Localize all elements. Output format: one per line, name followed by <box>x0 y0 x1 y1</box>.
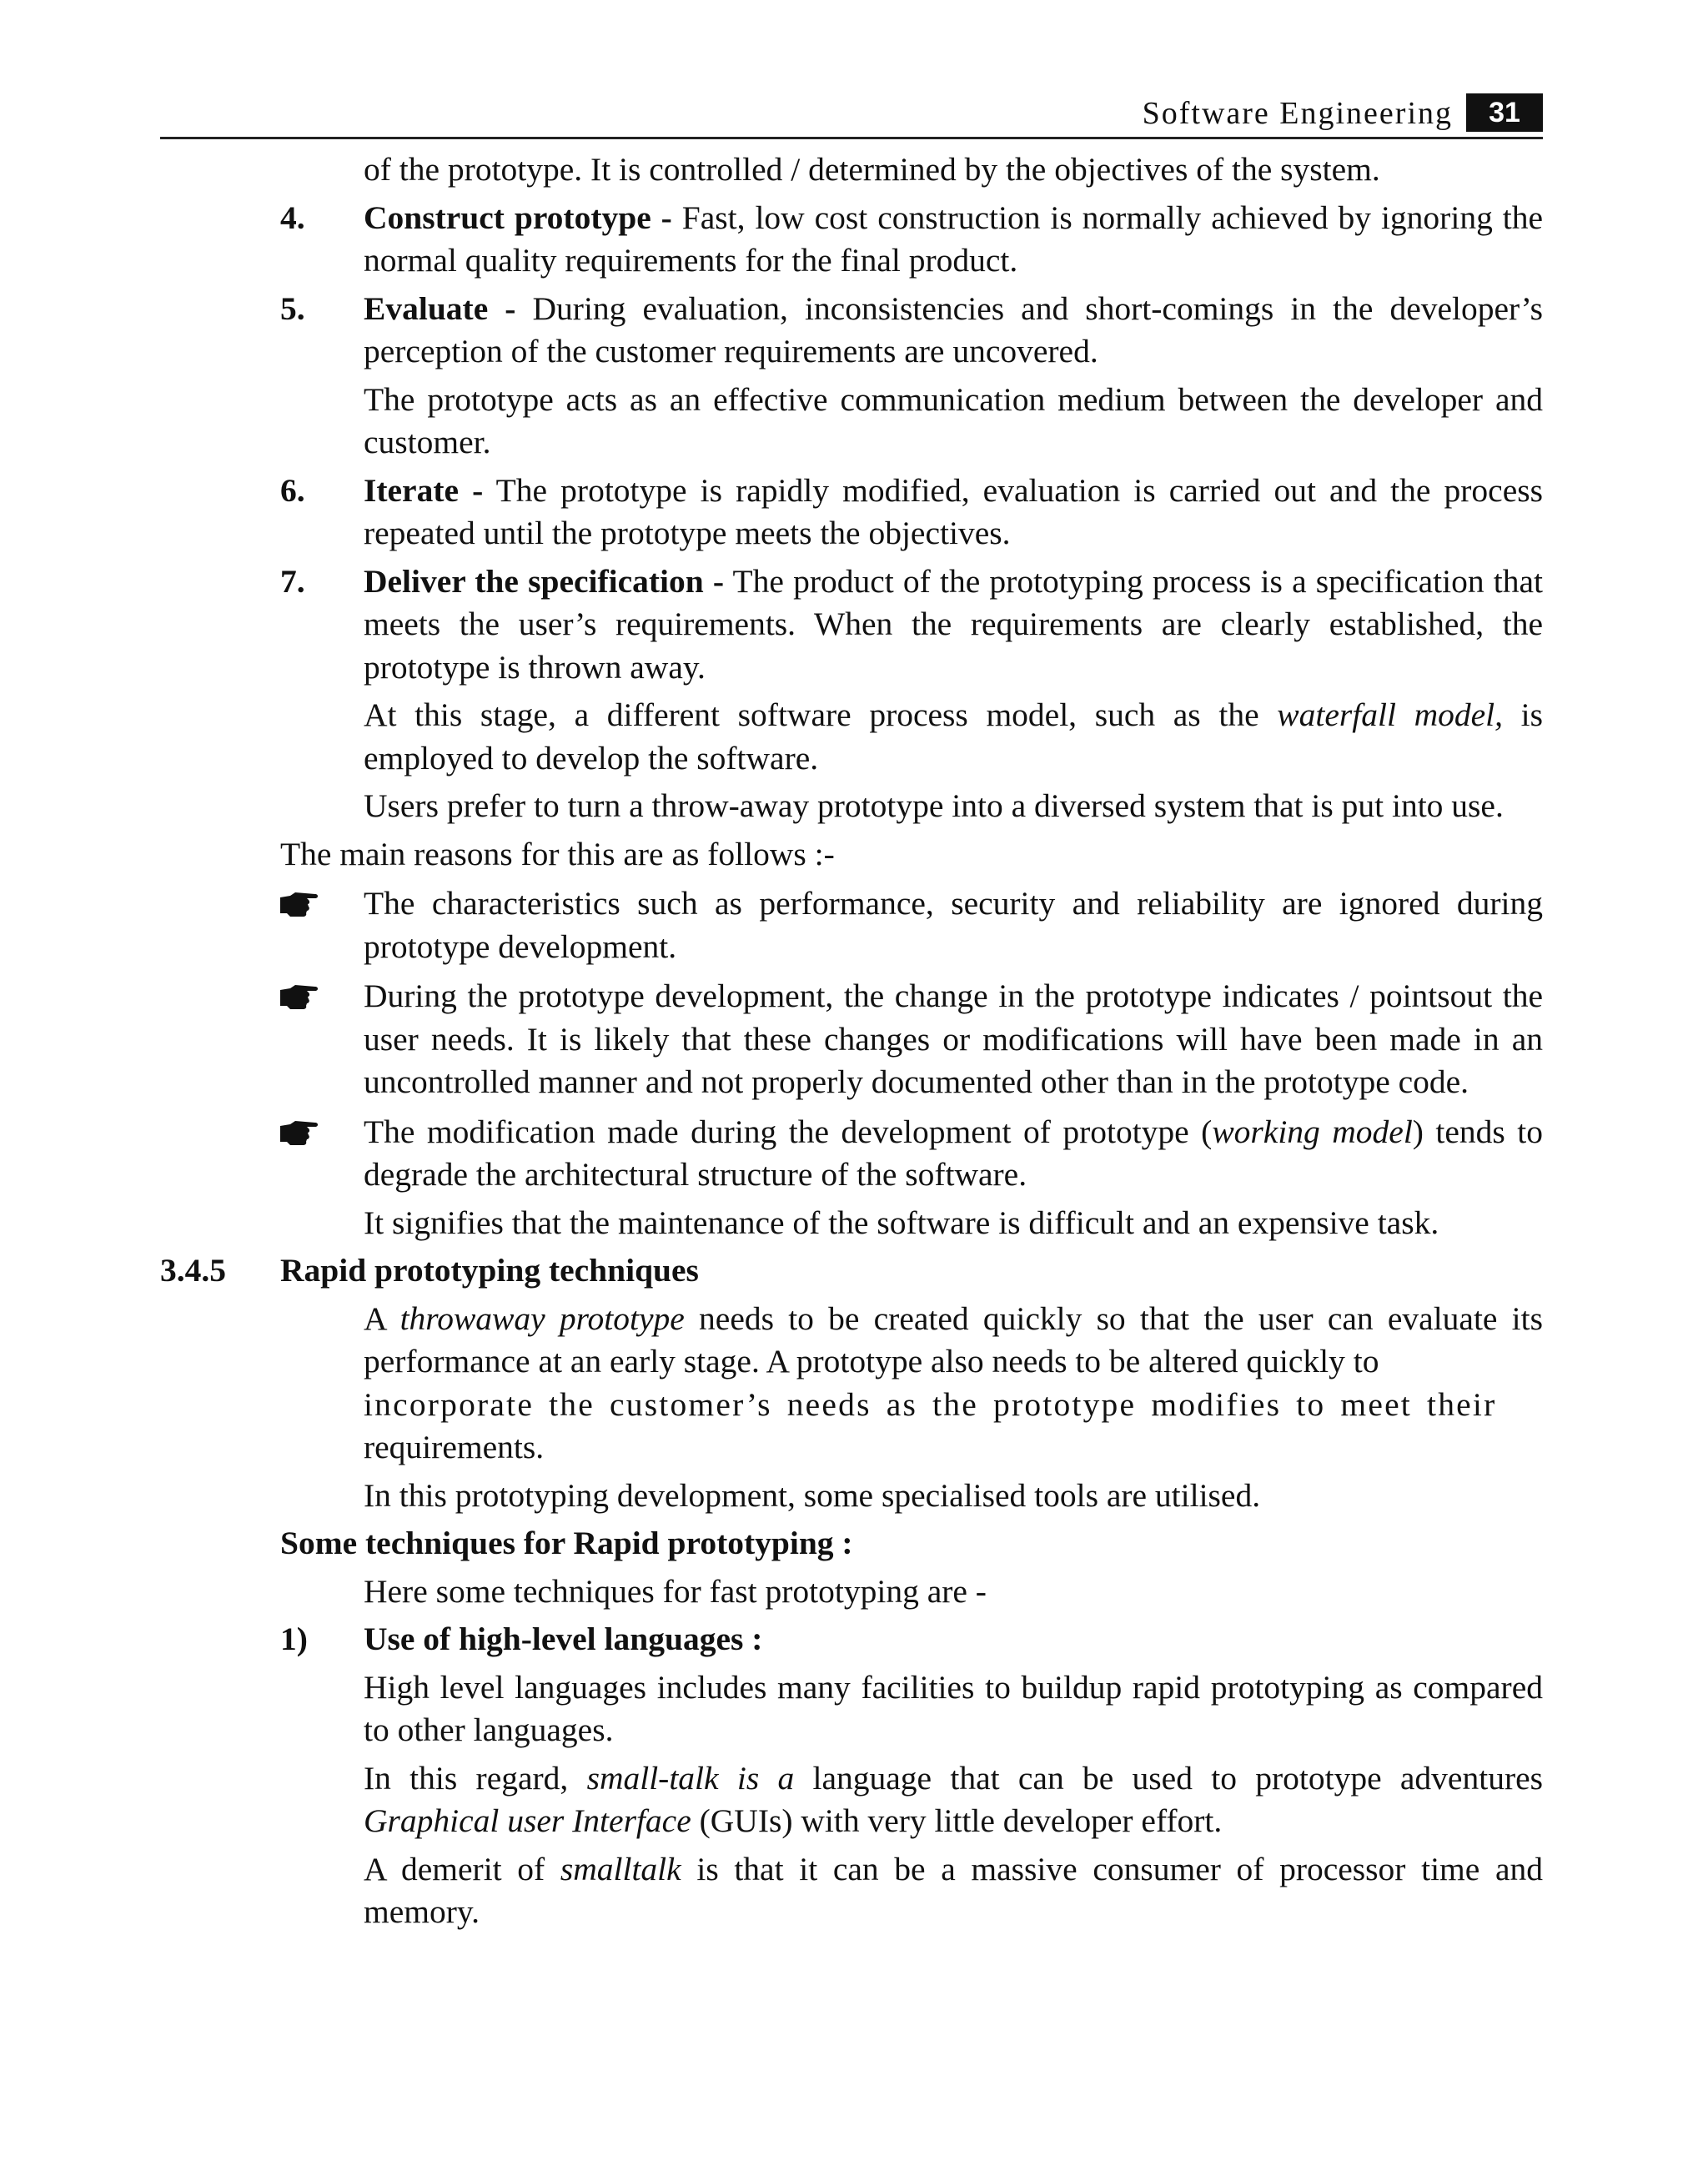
technique-title: Use of high-level languages : <box>364 1621 763 1657</box>
signifies-text: It signifies that the maintenance of the software is difficult and an expensive task. <box>364 1204 1439 1241</box>
page-number: 31 <box>1466 93 1543 132</box>
section-heading <box>0 1249 1543 1293</box>
section-number: 3.4.5 <box>160 1252 226 1289</box>
stage-text: At this stage, a different software process model, such as the <box>364 696 1278 733</box>
stage-text-end: is employed to develop the software. <box>364 696 1543 776</box>
section-text-a: needs to be created quickly so that the user can evaluate its performance at an early stage. A prototype also needs to be altered quickly to <box>364 1299 1543 1379</box>
step-6 <box>0 470 1543 555</box>
bullet-text: The characteristics such as performance, security and reliability are ignored during prototype development. <box>364 885 1543 965</box>
technique-text-2: In this regard, <box>364 1759 587 1797</box>
pointing-hand-icon <box>279 1114 320 1148</box>
section-text-c: requirements. <box>364 1429 545 1465</box>
step-text: During evaluation, inconsistencies and short-comings in the developer’s perception of the customer requirements are uncovered. <box>364 289 1543 369</box>
step-title: Construct prototype - <box>364 199 672 236</box>
technique-paragraph-1 <box>0 1666 1543 1752</box>
technique-italic-3: smalltalk <box>560 1850 681 1887</box>
technique-number: 1) <box>280 1621 308 1657</box>
step-title: Evaluate - <box>364 289 516 327</box>
techniques-intro <box>0 1570 1543 1614</box>
step-5-extra <box>0 379 1543 465</box>
users-paragraph <box>0 785 1543 828</box>
technique-paragraph-3 <box>0 1848 1543 1934</box>
technique-text-3: A demerit of <box>364 1850 560 1887</box>
bullet-text-end: ) tends to degrade the architectural structure of the software. <box>364 1113 1543 1193</box>
bullet-text: The modification made during the development of prototype ( <box>364 1113 1213 1150</box>
step-number: 5. <box>280 289 305 327</box>
technique-italic-1: small-talk is a <box>586 1759 795 1797</box>
techniques-title: Some techniques for Rapid prototyping : <box>280 1525 853 1561</box>
section-paragraph-1 <box>0 1298 1543 1384</box>
step-text: Fast, low cost construction is normally achieved by ignoring the normal quality requirements for the final product. <box>364 199 1544 279</box>
pointing-hand-icon <box>279 886 320 919</box>
bullet-text: During the prototype development, the change in the prototype indicates / pointsout the user needs. It is likely that these changes or modifications will have been made in an uncontrolled manner and not properly documented other than in the prototype code. <box>364 977 1543 1100</box>
step-text: The product of the prototyping process is a specification that meets the user’s requirements. When the requirements are clearly established, the prototype is thrown away. <box>364 562 1543 686</box>
bullet-italic: working model <box>1212 1113 1413 1150</box>
running-title: Software Engineering <box>1142 96 1453 131</box>
section-paragraph-1-line <box>0 1384 1543 1427</box>
pointing-hand-icon <box>279 978 320 1012</box>
step-title: Iterate - <box>364 471 484 509</box>
continuation-paragraph <box>0 148 1543 192</box>
bullet-item <box>0 975 1543 1104</box>
section-italic: throwaway prototype <box>399 1299 685 1337</box>
technique-text-3b: is that it can be a massive consumer of processor time and memory. <box>364 1850 1543 1930</box>
step-text: The prototype is rapidly modified, evaluation is carried out and the process repeated until the prototype meets the objectives. <box>364 471 1543 551</box>
step-number: 6. <box>280 471 305 509</box>
page-body <box>0 148 1708 1939</box>
stage-italic: waterfall model, <box>1277 696 1503 733</box>
users-text: Users prefer to turn a throw-away prototype into a diversed system that is put into use. <box>364 787 1504 824</box>
step-5 <box>0 288 1543 374</box>
signifies-paragraph <box>0 1202 1543 1245</box>
section-text-b: incorporate the customer’s needs as the prototype modifies to meet their <box>364 1385 1497 1423</box>
step-7 <box>0 560 1543 690</box>
reasons-intro <box>0 833 1543 877</box>
step-extra-text: The prototype acts as an effective communication medium between the developer and customer. <box>364 380 1543 460</box>
section-text-2: In this prototyping development, some specialised tools are utilised. <box>364 1476 1261 1514</box>
continuation-text: of the prototype. It is controlled / determined by the objectives of the system. <box>364 151 1380 188</box>
page-header <box>160 92 1543 139</box>
bullet-item <box>0 1111 1543 1197</box>
technique-text-2c: (GUIs) with very little developer effort. <box>691 1802 1223 1839</box>
technique-paragraph-2 <box>0 1757 1543 1843</box>
section-title: Rapid prototyping techniques <box>280 1252 699 1289</box>
techniques-heading <box>0 1522 1543 1565</box>
bullet-item <box>0 882 1543 968</box>
section-paragraph-1-end <box>0 1426 1543 1470</box>
technique-italic-2: Graphical user Interface <box>364 1802 691 1839</box>
technique-text-1: High level languages includes many facilities to buildup rapid prototyping as compared to other languages. <box>364 1668 1543 1748</box>
step-4 <box>0 197 1543 283</box>
stage-paragraph <box>0 694 1543 780</box>
technique-text-2b: language that can be used to prototype adventures <box>794 1759 1543 1797</box>
section-text: A <box>364 1299 400 1337</box>
step-title: Deliver the specification - <box>364 562 725 600</box>
technique-item-1 <box>0 1618 1543 1661</box>
step-number: 4. <box>280 199 305 236</box>
step-number: 7. <box>280 562 305 600</box>
section-paragraph-2 <box>0 1475 1543 1518</box>
techniques-intro-text: Here some techniques for fast prototyping are - <box>364 1572 987 1610</box>
reasons-intro-text: The main reasons for this are as follows :- <box>280 835 835 872</box>
